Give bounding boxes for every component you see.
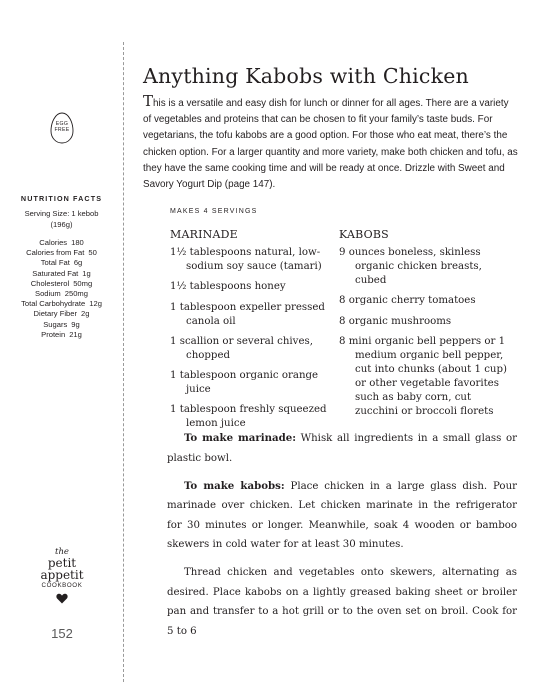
nutrition-value: 1g <box>82 268 91 278</box>
recipe-intro <box>143 92 518 193</box>
nutrition-label: Dietary Fiber <box>33 309 77 319</box>
ingredient-item: 8 mini organic bell peppers or 1 medium organic bell pepper, cut into chunks (about 1 cup) or other vegetable favorites such as baby corn, cut zucchini or broccoli florets <box>339 335 507 417</box>
step-lead: To make kabobs: <box>184 479 285 492</box>
kabobs-heading: KABOBS <box>339 228 389 241</box>
nutrition-label: Calories from Fat <box>26 248 85 258</box>
ingredient-item: 1½ tablespoons natural, low-sodium soy sauce (tamari) <box>170 247 322 272</box>
nutrition-row <box>0 330 123 340</box>
nutrition-value: 180 <box>71 238 84 247</box>
nutrition-label: Protein <box>41 329 66 339</box>
heart-icon <box>56 593 68 604</box>
ingredient-item: 9 ounces boneless, skinless organic chicken breasts, cubed <box>339 247 482 286</box>
nutrition-facts-title: NUTRITION FACTS <box>20 194 103 203</box>
serving-size: Serving Size: 1 kebob (196g) <box>24 209 99 229</box>
intro-text: his is a versatile and easy dish for lunch or dinner for all ages. There are a variety of vegetables and proteins that can be chosen to fit your family’s taste buds. For vegetarians, the tofu kabobs are a good option. For those who eat meat, there’s the chicken option. For a larger quantity and more variety, make both chicken and tofu, as they have the same cooking time and will be ready at once. Drizzle with Sweet and Savory Yogurt Dip (page 147). <box>143 98 518 191</box>
nutrition-value: 6g <box>73 258 83 268</box>
nutrition-value: 2g <box>81 309 90 319</box>
ingredient-item: 8 organic mushrooms <box>339 315 452 327</box>
recipe-steps <box>167 429 517 650</box>
step-text: Thread chicken and vegetables onto skewers, alternating as desired. Place kabobs on a lightly greased baking sheet or broiler pan and transfer to a hot grill or to the oven set on broil. Cook for 5 to 6 <box>167 567 517 637</box>
ingredient-item: 8 organic cherry tomatoes <box>339 295 476 307</box>
nutrition-row <box>0 289 123 299</box>
step-paragraph <box>167 563 517 641</box>
step-text: Whisk all ingredients in a small glass or plastic bowl. <box>167 433 517 464</box>
servings-label: MAKES 4 SERVINGS <box>170 208 258 215</box>
nutrition-label: Calories <box>39 238 68 247</box>
ingredient-item: 1 scallion or several chives, chopped <box>170 335 313 361</box>
drop-cap: T <box>143 92 154 110</box>
nutrition-row <box>0 238 123 248</box>
nutrition-value: 50 <box>88 248 97 258</box>
sidebar-divider <box>123 42 124 682</box>
page-number: 152 <box>51 626 73 641</box>
ingredient-item: 1 tablespoon freshly squeezed lemon juice <box>170 404 327 430</box>
nutrition-value: 12g <box>89 299 102 309</box>
nutrition-label: Saturated Fat <box>32 268 79 278</box>
nutrition-label: Total Fat <box>40 258 70 268</box>
nutrition-value: 9g <box>71 319 80 329</box>
nutrition-value: 21g <box>69 329 82 339</box>
nutrition-row <box>0 299 123 309</box>
step-paragraph <box>167 477 517 555</box>
kabobs-ingredients <box>339 246 511 425</box>
nutrition-row <box>0 320 123 330</box>
nutrition-value: 50mg <box>73 278 93 288</box>
nutrition-list <box>0 238 123 340</box>
step-paragraph <box>167 429 517 468</box>
step-lead: To make marinade: <box>184 432 297 444</box>
nutrition-label: Cholesterol <box>30 278 70 288</box>
step-text: Place chicken in a large glass dish. Pour marinade over chicken. Let chicken marinate in the refrigerator for 30 minutes or longer. Meanwhile, soak 4 wooden or bamboo skewers in cold water for at least 30 minutes. <box>167 480 518 551</box>
nutrition-row <box>0 258 123 268</box>
ingredient-item: 1½ tablespoons honey <box>170 281 286 293</box>
egg-free-label: EGG FREE <box>54 121 70 133</box>
ingredient-item: 1 tablespoon organic orange juice <box>170 370 319 396</box>
ingredient-item: 1 tablespoon expeller pressed canola oil <box>170 301 325 327</box>
nutrition-row <box>0 279 123 289</box>
nutrition-value: 250mg <box>64 289 88 299</box>
nutrition-row <box>0 269 123 279</box>
nutrition-row <box>0 309 123 319</box>
cookbook-logo: the petit appetit COOKBOOK <box>22 547 102 604</box>
nutrition-label: Sugars <box>43 319 68 329</box>
nutrition-label: Total Carbohydrate <box>21 299 86 309</box>
marinade-ingredients <box>170 246 330 438</box>
recipe-title: Anything Kabobs with Chicken <box>143 64 469 88</box>
nutrition-row <box>0 248 123 258</box>
nutrition-label: Sodium <box>35 289 61 299</box>
marinade-heading: MARINADE <box>170 228 238 241</box>
